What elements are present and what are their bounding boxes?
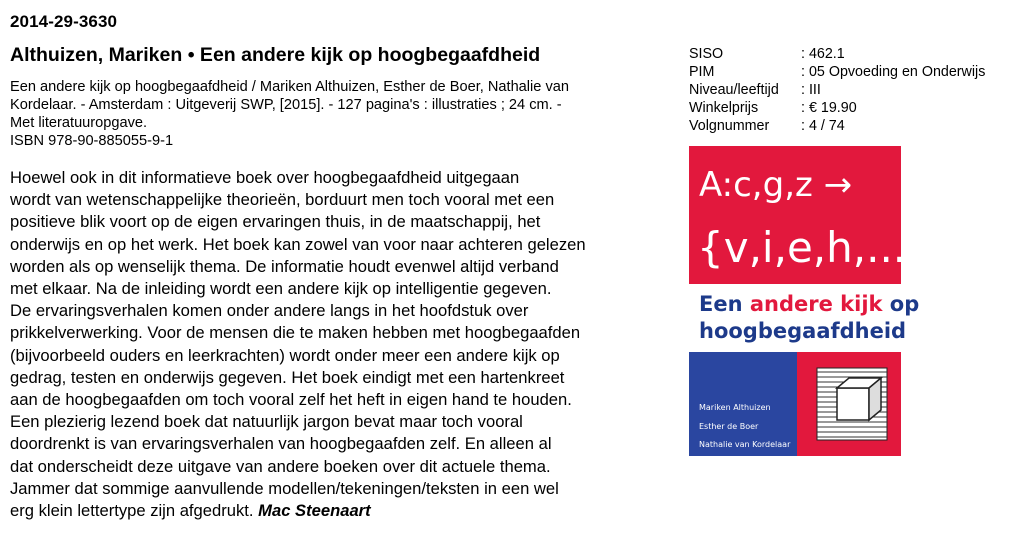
meta-label: Volgnummer: [689, 118, 770, 134]
meta-row-price: [689, 99, 985, 117]
meta-row-siso: [689, 45, 985, 63]
book-cover-image: [689, 146, 933, 456]
cover-formula-line2: {v,i,e,h,...}: [697, 223, 933, 272]
review-line: Jammer dat sommige aanvullende modellen/tekeningen/teksten in een wel: [10, 478, 559, 498]
review-line: met elkaar. Na de inleiding wordt een andere kijk op intelligentie gegeven.: [10, 279, 552, 299]
meta-label: SISO: [689, 46, 724, 62]
book-title: Althuizen, Mariken • Een andere kijk op hoogbegaafdheid: [10, 44, 541, 66]
meta-label: PIM: [689, 64, 715, 80]
biblio-line: Kordelaar. - Amsterdam : Uitgeverij SWP, [2015]. - 127 pagina's : illustraties ; 24 cm. -: [10, 97, 562, 113]
meta-label: Niveau/leeftijd: [689, 82, 779, 98]
isbn: ISBN 978-90-885055-9-1: [10, 133, 174, 149]
cover-author: Nathalie van Kordelaar: [699, 440, 791, 449]
meta-value: : € 19.90: [801, 100, 857, 116]
meta-value: : 4 / 74: [801, 118, 845, 134]
biblio-line: Met literatuuropgave.: [10, 115, 148, 131]
cover-title-part: Een: [699, 292, 750, 316]
review-line: aan de hoogbegaafden om toch vooral zelf het heft in eigen hand te houden.: [10, 390, 572, 410]
review-line: gedrag, testen en onderwijs gegeven. Het boek eindigt met een hartenkreet: [10, 367, 565, 387]
meta-value: : 462.1: [801, 46, 845, 62]
cover-title-line1: [699, 292, 919, 316]
review-line: Een plezierig lezend boek dat natuurlijk jargon bevat maar toch vooral: [10, 412, 523, 432]
review-line: (bijvoorbeeld ouders en leerkrachten) wordt onder meer een andere kijk op: [10, 345, 560, 365]
review-line: onderwijs en op het werk. Het boek kan zowel van voor naar achteren gelezen: [10, 234, 586, 254]
cover-title-part: op: [882, 292, 920, 316]
meta-row-pim: [689, 63, 985, 81]
review-line: dat onderscheidt deze uitgave van andere boeken over dit actuele thema.: [10, 456, 551, 476]
meta-row-level: [689, 81, 985, 99]
record-id: 2014-29-3630: [10, 12, 118, 31]
review-line: worden als op wenselijk thema. De informatie houdt evenwel altijd verband: [10, 256, 559, 276]
cover-title-accent: andere kijk: [749, 292, 883, 316]
cover-title-line2: hoogbegaafdheid: [699, 319, 907, 343]
review-line: wordt van wetenschappelijke theorieën, borduurt men toch vooral met een: [10, 190, 555, 210]
bibliographic-description: [10, 78, 670, 150]
review-line: De ervaringsverhalen komen onder andere langs in het hoofdstuk over: [10, 301, 529, 321]
review-line: positieve blik voort op de eigen ervaringen thuis, in de maatschappij, het: [10, 212, 541, 232]
cover-cube-graphic: [817, 368, 887, 440]
biblio-line: Een andere kijk op hoogbegaafdheid / Mariken Althuizen, Esther de Boer, Nathalie van: [10, 79, 569, 95]
review-text: [10, 167, 678, 522]
meta-value: : III: [801, 82, 821, 98]
review-last-line: [10, 500, 678, 522]
review-line: prikkelverwerking. Voor de mensen die te maken hebben met hoogbegaafden: [10, 323, 581, 343]
metadata-table: [689, 45, 985, 135]
reviewer-name: Mac Steenaart: [258, 501, 371, 521]
review-line: doordrenkt is van ervaringsverhalen van hoogbegaafden zelf. En alleen al: [10, 434, 552, 454]
review-line-text: erg klein lettertype zijn afgedrukt.: [10, 501, 254, 521]
book-cover-art: [689, 146, 933, 456]
review-line: Hoewel ook in dit informatieve boek over hoogbegaafdheid uitgegaan: [10, 168, 520, 187]
meta-label: Winkelprijs: [689, 100, 759, 116]
cover-author: Mariken Althuizen: [699, 403, 771, 412]
meta-row-sequence: [689, 117, 985, 135]
cover-author: Esther de Boer: [699, 422, 759, 431]
meta-value: : 05 Opvoeding en Onderwijs: [801, 64, 986, 80]
cover-formula-line1: A:c,g,z →: [699, 165, 853, 205]
